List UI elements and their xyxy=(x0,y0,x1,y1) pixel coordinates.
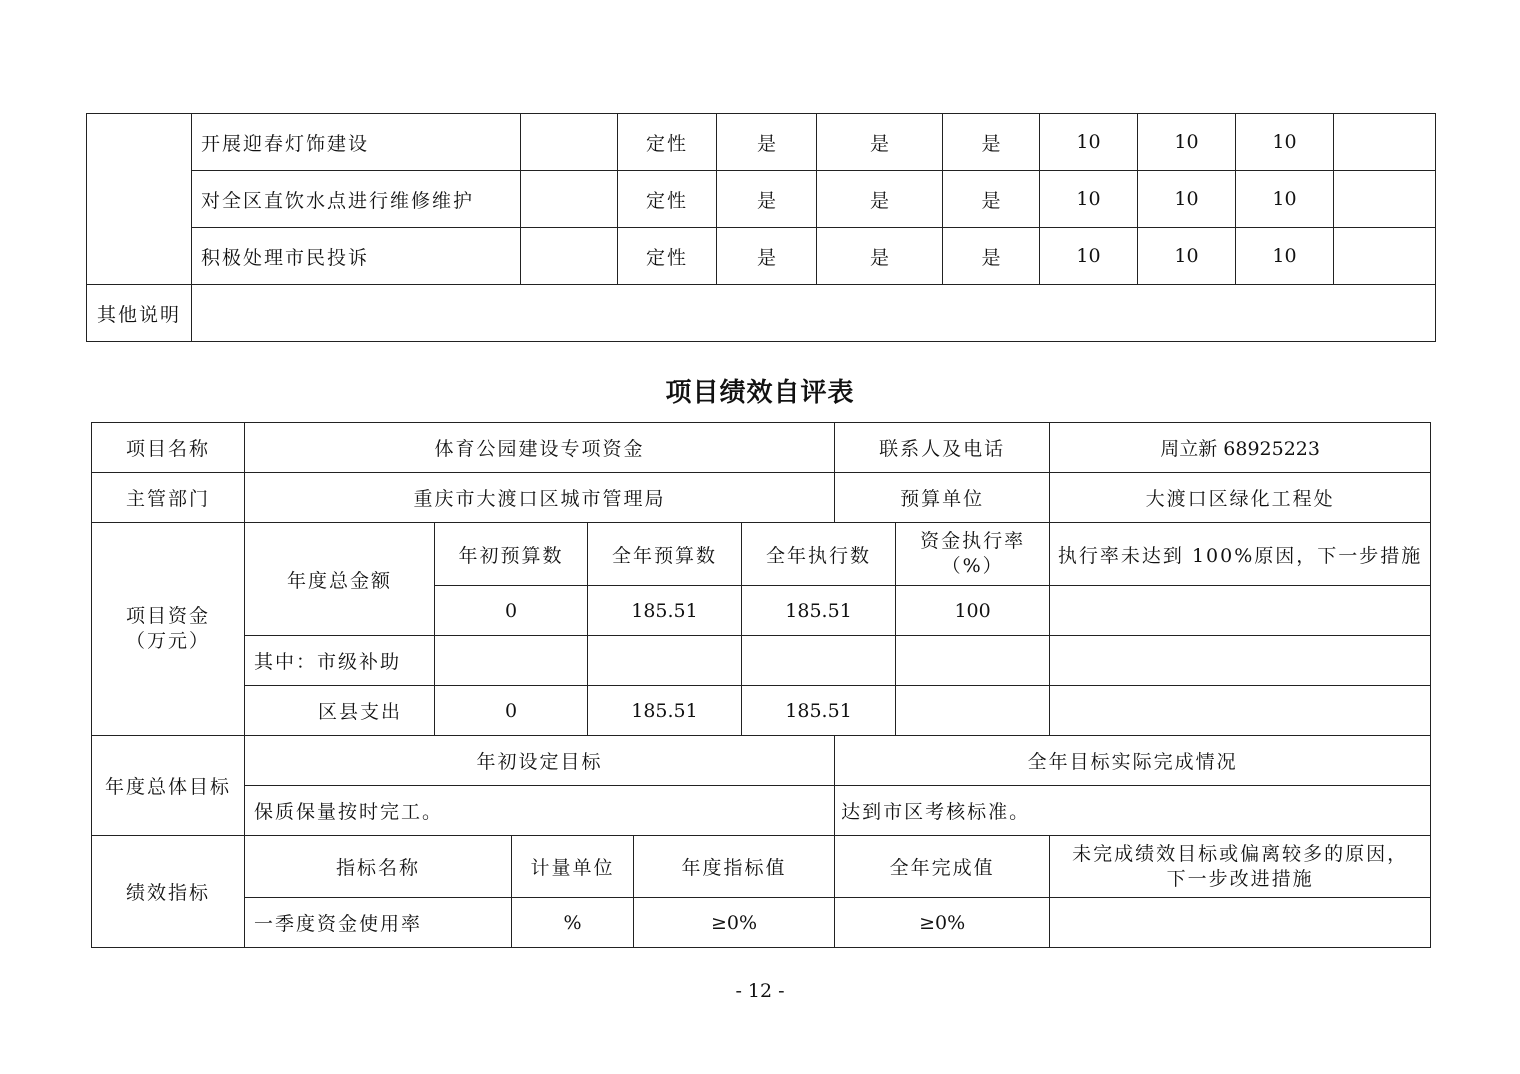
goal-actual-value: 达到市区考核标准。 xyxy=(835,786,1431,836)
table-row xyxy=(92,836,1431,898)
indicator-score: 10 xyxy=(1236,171,1334,228)
indicator-unit: % xyxy=(512,898,634,948)
indicator-eval: 是 xyxy=(943,228,1040,285)
indicator-score: 10 xyxy=(1040,228,1138,285)
indicator-continuation-table xyxy=(86,113,1436,342)
district-reason xyxy=(1050,686,1431,736)
indicator-actual: 是 xyxy=(817,228,943,285)
city-full-budget xyxy=(588,636,742,686)
indicator-unit xyxy=(521,228,618,285)
indicator-score: 10 xyxy=(1040,114,1138,171)
page-number: - 12 - xyxy=(735,980,785,1002)
table-row xyxy=(87,114,1436,171)
indicator-target: ≥0% xyxy=(634,898,835,948)
indicator-target: 是 xyxy=(717,171,817,228)
self-evaluation-table xyxy=(91,422,1431,948)
col-full-exec: 全年执行数 xyxy=(742,523,896,586)
city-reason xyxy=(1050,636,1431,686)
table-row xyxy=(92,523,1431,586)
table-row xyxy=(92,786,1431,836)
contact-label: 联系人及电话 xyxy=(835,423,1050,473)
page-title: 项目绩效自评表 xyxy=(665,378,855,408)
project-funds-label xyxy=(92,523,245,736)
total-reason xyxy=(1050,586,1431,636)
indicator-eval: 是 xyxy=(943,114,1040,171)
table-row xyxy=(92,898,1431,948)
col-full-budget: 全年预算数 xyxy=(588,523,742,586)
indicator-reason xyxy=(1050,898,1431,948)
col-exec-rate xyxy=(896,523,1050,586)
indicator-note xyxy=(1334,171,1436,228)
ind-col-target: 年度指标值 xyxy=(634,836,835,898)
indicator-score: 10 xyxy=(1236,114,1334,171)
dept-value: 重庆市大渡口区城市管理局 xyxy=(245,473,835,523)
budget-unit-label: 预算单位 xyxy=(835,473,1050,523)
indicator-target: 是 xyxy=(717,228,817,285)
indicator-score: 10 xyxy=(1138,171,1236,228)
table-row xyxy=(92,473,1431,523)
total-exec-rate: 100 xyxy=(896,586,1050,636)
city-initial-budget xyxy=(435,636,588,686)
col-initial-budget: 年初预算数 xyxy=(435,523,588,586)
performance-indicator-label: 绩效指标 xyxy=(92,836,245,948)
table-row xyxy=(92,636,1431,686)
contact-value: 周立新 68925223 xyxy=(1050,423,1431,473)
district-full-exec: 185.51 xyxy=(742,686,896,736)
district-initial-budget: 0 xyxy=(435,686,588,736)
indicator-actual: 是 xyxy=(817,171,943,228)
indicator-unit xyxy=(521,114,618,171)
ind-col-reason xyxy=(1050,836,1431,898)
col-reason: 执行率未达到 100%原因，下一步措施 xyxy=(1050,523,1431,586)
indicator-target: 是 xyxy=(717,114,817,171)
project-funds-label-line1: 项目资金 xyxy=(125,605,210,627)
table-row xyxy=(87,228,1436,285)
indicator-score: 10 xyxy=(1138,228,1236,285)
table-row xyxy=(92,423,1431,473)
other-notes-value xyxy=(192,285,1436,342)
ind-col-name: 指标名称 xyxy=(245,836,512,898)
col-exec-rate-line1: 资金执行率 xyxy=(920,530,1026,552)
indicator-name: 一季度资金使用率 xyxy=(245,898,512,948)
indicator-nature: 定性 xyxy=(618,114,717,171)
city-exec-rate xyxy=(896,636,1050,686)
ind-col-reason-line2: 下一步改进措施 xyxy=(1166,867,1314,890)
dept-label: 主管部门 xyxy=(92,473,245,523)
goal-actual-header: 全年目标实际完成情况 xyxy=(835,736,1431,786)
project-funds-label-line2: （万元） xyxy=(125,630,210,652)
goal-initial-value: 保质保量按时完工。 xyxy=(245,786,835,836)
total-full-budget: 185.51 xyxy=(588,586,742,636)
indicator-note xyxy=(1334,114,1436,171)
table-row xyxy=(87,171,1436,228)
district-expense-label: 区县支出 xyxy=(245,686,435,736)
total-full-exec: 185.51 xyxy=(742,586,896,636)
indicator-eval: 是 xyxy=(943,171,1040,228)
ind-col-actual: 全年完成值 xyxy=(835,836,1050,898)
table-row xyxy=(92,686,1431,736)
indicator-nature: 定性 xyxy=(618,171,717,228)
indicator-score: 10 xyxy=(1236,228,1334,285)
indicator-score: 10 xyxy=(1040,171,1138,228)
annual-total-label: 年度总金额 xyxy=(245,523,435,636)
city-subsidy-label: 其中：市级补助 xyxy=(245,636,435,686)
total-initial-budget: 0 xyxy=(435,586,588,636)
district-full-budget: 185.51 xyxy=(588,686,742,736)
indicator-name: 开展迎春灯饰建设 xyxy=(192,114,521,171)
indicator-actual: ≥0% xyxy=(835,898,1050,948)
merged-category-cell xyxy=(87,114,192,285)
goal-initial-header: 年初设定目标 xyxy=(245,736,835,786)
indicator-score: 10 xyxy=(1138,114,1236,171)
table-row xyxy=(92,736,1431,786)
district-exec-rate xyxy=(896,686,1050,736)
indicator-nature: 定性 xyxy=(618,228,717,285)
project-name-label: 项目名称 xyxy=(92,423,245,473)
indicator-note xyxy=(1334,228,1436,285)
indicator-unit xyxy=(521,171,618,228)
other-notes-label: 其他说明 xyxy=(87,285,192,342)
ind-col-reason-line1: 未完成绩效目标或偏离较多的原因， xyxy=(1072,842,1409,865)
indicator-name: 积极处理市民投诉 xyxy=(192,228,521,285)
indicator-actual: 是 xyxy=(817,114,943,171)
city-full-exec xyxy=(742,636,896,686)
annual-goal-label: 年度总体目标 xyxy=(92,736,245,836)
table-row xyxy=(87,285,1436,342)
ind-col-unit: 计量单位 xyxy=(512,836,634,898)
indicator-name: 对全区直饮水点进行维修维护 xyxy=(192,171,521,228)
col-exec-rate-line2: （%） xyxy=(941,555,1004,577)
project-name-value: 体育公园建设专项资金 xyxy=(245,423,835,473)
budget-unit-value: 大渡口区绿化工程处 xyxy=(1050,473,1431,523)
